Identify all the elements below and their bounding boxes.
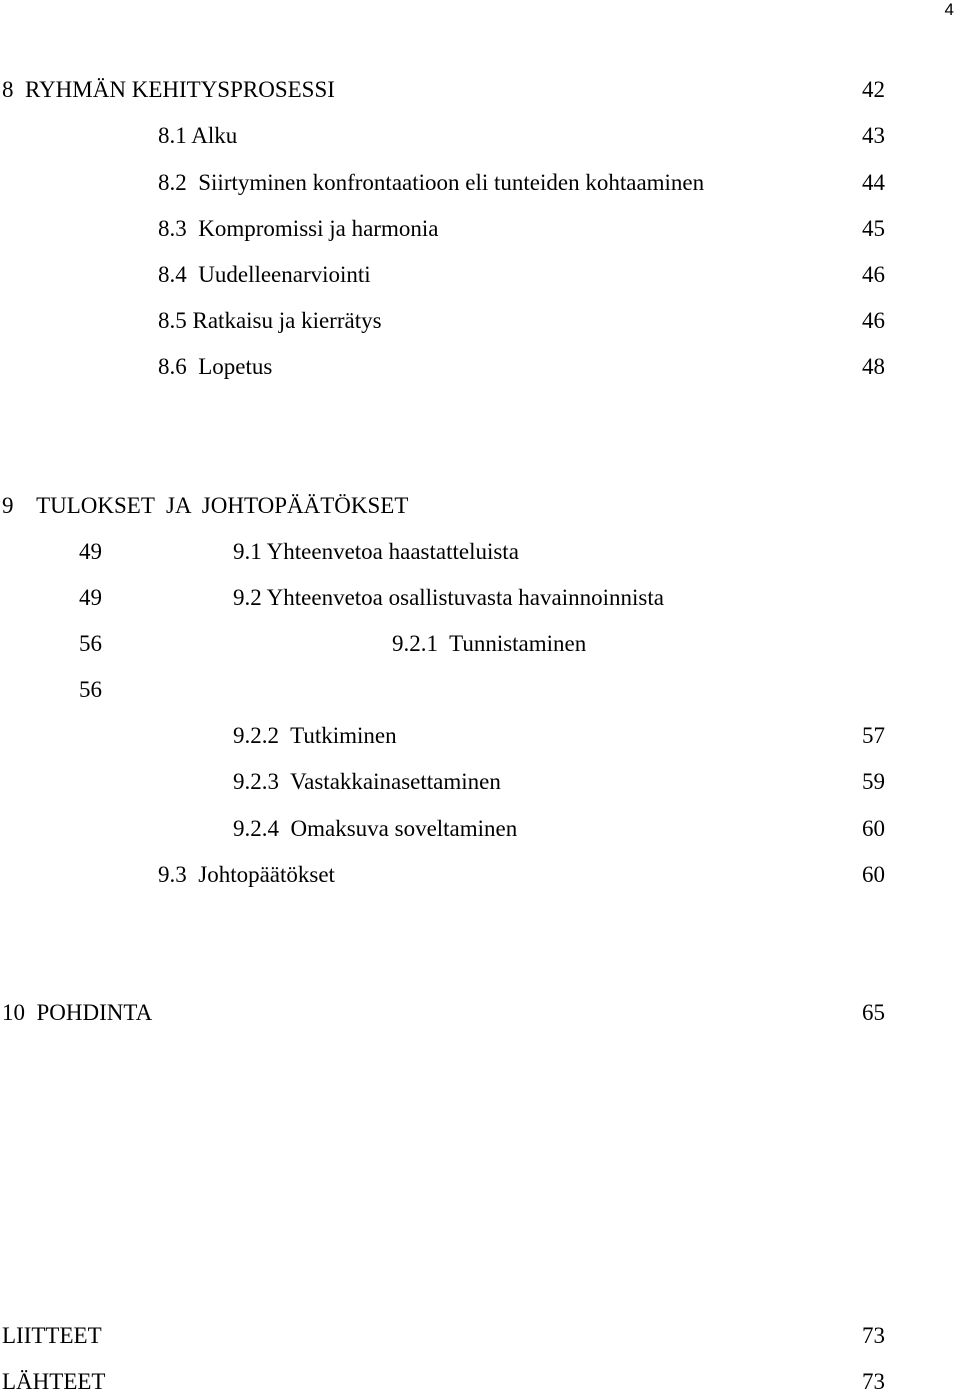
toc-title: 9.1 Yhteenvetoa haastatteluista: [233, 539, 519, 564]
toc-title: LIITTEET: [2, 1323, 102, 1348]
toc-title: 9.2.2 Tutkiminen: [233, 723, 397, 748]
toc-page: 57: [862, 723, 885, 748]
toc-title: 8 RYHMÄN KEHITYSPROSESSI: [2, 77, 335, 102]
toc-page: 73: [862, 1369, 885, 1394]
toc-title: 8.2 Siirtyminen konfrontaatioon eli tunteiden kohtaaminen: [158, 170, 705, 195]
toc-title: 10 POHDINTA: [2, 1000, 153, 1025]
toc-page: 44: [862, 170, 885, 195]
toc-page: 60: [862, 862, 885, 887]
toc-title: 9 TULOKSET JA JOHTOPÄÄTÖKSET: [2, 493, 409, 518]
toc-page: 60: [862, 816, 885, 841]
toc-page: 46: [862, 262, 885, 287]
toc-page: 49: [79, 585, 102, 610]
toc-title: 8.4 Uudelleenarviointi: [158, 262, 371, 287]
toc-title: 9.2 Yhteenvetoa osallistuvasta havainnoinnista: [233, 585, 664, 610]
toc-page: 42: [862, 77, 885, 102]
toc-title: 9.2.4 Omaksuva soveltaminen: [233, 816, 518, 841]
stray-page-number: 56: [79, 677, 102, 702]
toc-title: 9.2.3 Vastakkainasettaminen: [233, 769, 501, 794]
toc-page: 48: [862, 354, 885, 379]
toc-page: 65: [862, 1000, 885, 1025]
toc-title: LÄHTEET: [2, 1369, 106, 1394]
toc-page: 46: [862, 308, 885, 333]
toc-page: 56: [79, 631, 102, 656]
toc-page: 59: [862, 769, 885, 794]
toc-page: 49: [79, 539, 102, 564]
toc-page: 45: [862, 216, 885, 241]
toc-page: 43: [862, 123, 885, 148]
page-number: 4: [944, 0, 954, 19]
toc-title: 8.3 Kompromissi ja harmonia: [158, 216, 439, 241]
toc-page: 73: [862, 1323, 885, 1348]
toc-title: 9.3 Johtopäätökset: [158, 862, 335, 887]
toc-title: 8.1 Alku: [158, 123, 238, 148]
toc-title: 9.2.1 Tunnistaminen: [392, 631, 587, 656]
toc-title: 8.6 Lopetus: [158, 354, 273, 379]
toc-title: 8.5 Ratkaisu ja kierrätys: [158, 308, 382, 333]
